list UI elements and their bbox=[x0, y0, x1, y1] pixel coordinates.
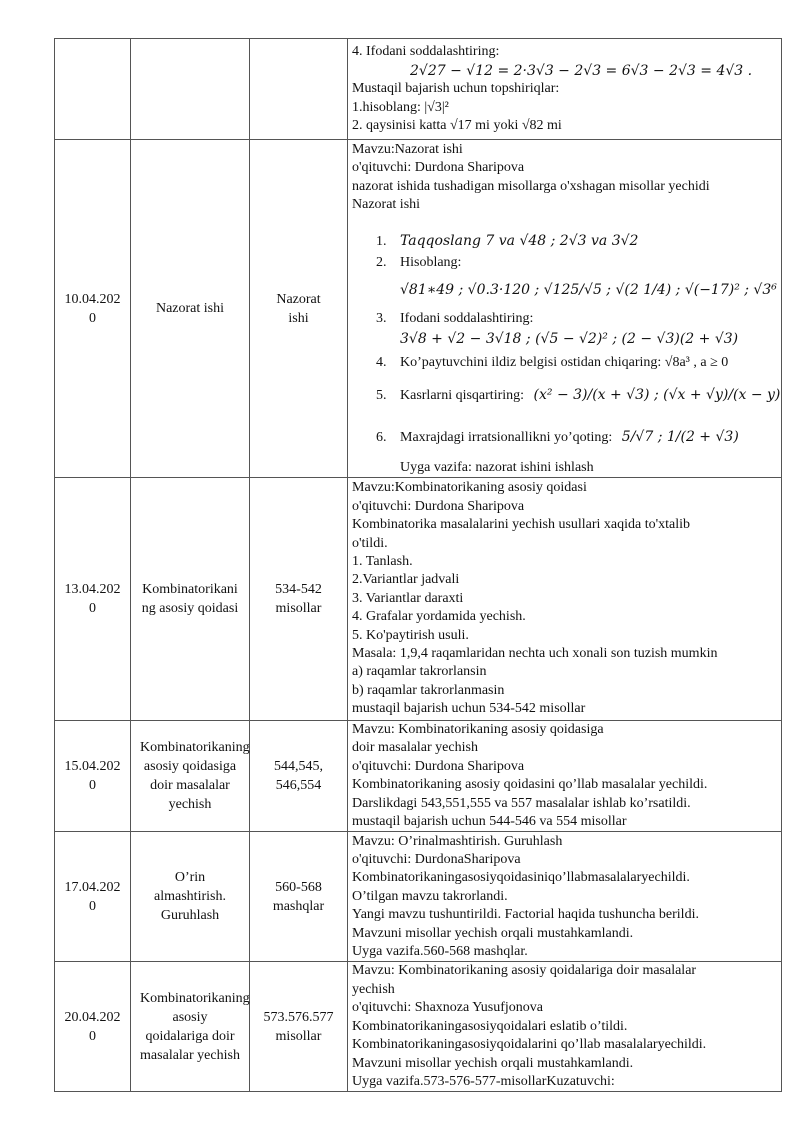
content-line: yechish bbox=[352, 981, 395, 997]
task-text: 560-568 mashqlar bbox=[272, 879, 325, 914]
homework-line: Uyga vazifa: nazorat ishini ishlash bbox=[400, 459, 594, 475]
item-formula: (x² − 3)/(x + √3) ; (√x + √y)/(x − y) bbox=[533, 386, 781, 403]
task-cell bbox=[250, 478, 348, 721]
content-line: 2.Variantlar jadvali bbox=[352, 572, 460, 588]
task-text: Nazorat ishi bbox=[276, 291, 321, 326]
list-item bbox=[352, 375, 781, 415]
content-line: Kombinatorikaning asosiy qoidasini qo’llab masalalar yechildi. bbox=[352, 777, 708, 793]
list-item bbox=[352, 415, 778, 459]
item-formula: 5/√7 ; 1/(2 + √3) bbox=[621, 428, 739, 445]
date-cell bbox=[55, 478, 131, 721]
formula-line: 3√8 + √2 − 3√18 ; (√5 − √2)² ; (2 − √3)(2 + √3) bbox=[400, 330, 739, 347]
table-row bbox=[55, 832, 782, 962]
content-line: O’tilgan mavzu takrorlandi. bbox=[352, 888, 508, 904]
content-line: o'qituvchi: Shaxnoza Yusufjonova bbox=[352, 1000, 543, 1016]
date-cell bbox=[55, 832, 131, 962]
list-item bbox=[352, 309, 778, 329]
topic-text: Kombinatorikaning asosiy qoidasiga doir masalalar yechish bbox=[140, 740, 250, 813]
topic-text: Kombinatorikaning asosiy qoidasi bbox=[141, 582, 239, 617]
task-cell bbox=[250, 721, 348, 832]
content-line: doir masalalar yechish bbox=[352, 740, 478, 756]
content-line: Mavzu: O’rinalmashtirish. Guruhlash bbox=[352, 833, 563, 849]
content-line: Mavzuni misollar yechish orqali mustahkamlandi. bbox=[352, 1055, 634, 1071]
content-line: mustaqil bajarish uchun 544-546 va 554 misollar bbox=[352, 814, 627, 830]
item-number: 2. bbox=[376, 254, 387, 270]
task-cell bbox=[250, 39, 348, 140]
content-cell bbox=[348, 140, 782, 478]
content-line: nazorat ishida tushadigan misollarga o'xshagan misollar yechidi bbox=[352, 178, 710, 194]
content-line: 2. qaysinisi katta √17 mi yoki √82 mi bbox=[352, 118, 562, 134]
table-row bbox=[55, 39, 782, 140]
list-item bbox=[352, 231, 778, 253]
topic-cell bbox=[131, 721, 250, 832]
item-number: 5. bbox=[376, 387, 387, 403]
date-cell bbox=[55, 721, 131, 832]
content-line: o'tildi. bbox=[352, 535, 388, 551]
item-number: 3. bbox=[376, 310, 387, 326]
content-line: 5. Ko'paytirish usuli. bbox=[352, 627, 469, 643]
content-cell bbox=[348, 832, 782, 962]
content-line: Uyga vazifa.573-576-577-misollarKuzatuvchi: bbox=[352, 1073, 615, 1089]
task-cell bbox=[250, 832, 348, 962]
formula-line: 2√27 − √12 = 2·3√3 − 2√3 = 6√3 − 2√3 = 4√3 . bbox=[410, 62, 753, 79]
date-text: 10.04.2020 bbox=[64, 291, 121, 326]
topic-text: Nazorat ishi bbox=[155, 301, 225, 317]
content-line: o'qituvchi: Durdona Sharipova bbox=[352, 498, 525, 514]
task-text: 573.576.577 misollar bbox=[263, 1009, 334, 1044]
content-line: Mustaqil bajarish uchun topshiriqlar: bbox=[352, 81, 560, 97]
date-text: 20.04.2020 bbox=[64, 1009, 121, 1044]
item-number: 6. bbox=[376, 429, 387, 445]
content-line: a) raqamlar takrorlansin bbox=[352, 664, 487, 680]
content-line: Mavzu:Nazorat ishi bbox=[352, 142, 463, 157]
date-text: 13.04.2020 bbox=[64, 582, 121, 617]
content-line: Uyga vazifa.560-568 mashqlar. bbox=[352, 943, 528, 959]
content-line: 4. Grafalar yordamida yechish. bbox=[352, 609, 526, 625]
date-cell bbox=[55, 39, 131, 140]
content-line: 1. Tanlash. bbox=[352, 554, 413, 570]
topic-cell bbox=[131, 39, 250, 140]
content-line: Mavzu:Kombinatorikaning asosiy qoidasi bbox=[352, 480, 587, 496]
item-text: Kasrlarni qisqartiring: bbox=[400, 387, 525, 403]
item-number: 1. bbox=[376, 233, 387, 249]
task-text: 534-542 misollar bbox=[275, 582, 322, 617]
content-line: Mavzuni misollar yechish orqali mustahkamlandi. bbox=[352, 925, 634, 941]
item-text: Ifodani soddalashtiring: bbox=[400, 310, 534, 326]
task-cell bbox=[250, 962, 348, 1092]
task-text: 544,545, 546,554 bbox=[274, 759, 323, 794]
content-line: Kombinatorikaningasosiyqoidasiniqo’llabmasalalaryechildi. bbox=[352, 870, 690, 886]
content-line: 1.hisoblang: |√3|² bbox=[352, 99, 449, 115]
item-number: 4. bbox=[376, 354, 387, 370]
list-item bbox=[352, 351, 778, 375]
content-line: Mavzu: Kombinatorikaning asosiy qoidasiga bbox=[352, 722, 604, 738]
item-text: Taqqoslang 7 va √48 ; 2√3 va 3√2 bbox=[400, 232, 639, 249]
content-line: Nazorat ishi bbox=[352, 197, 421, 213]
table-row bbox=[55, 721, 782, 832]
content-cell bbox=[348, 478, 782, 721]
content-line: o'qituvchi: DurdonaSharipova bbox=[352, 851, 521, 867]
topic-cell bbox=[131, 962, 250, 1092]
formula-line: √81∗49 ; √0.3·120 ; √125/√5 ; √(2 1/4) ; √(−17)² ; √3⁶ bbox=[400, 281, 777, 298]
topic-cell bbox=[131, 140, 250, 478]
table-row bbox=[55, 962, 782, 1092]
content-line: Kombinatorikaningasosiyqoidalari eslatib o’tildi. bbox=[352, 1018, 628, 1034]
content-line: Masala: 1,9,4 raqamlaridan nechta uch xonali son tuzish mumkin bbox=[352, 646, 718, 662]
content-line: o'qituvchi: Durdona Sharipova bbox=[352, 160, 525, 176]
lesson-journal-table bbox=[54, 38, 782, 1092]
item-text: Hisoblang: bbox=[400, 254, 462, 270]
content-line: Mavzu: Kombinatorikaning asosiy qoidalariga doir masalalar bbox=[352, 963, 697, 979]
topic-text: Kombinatorikaning asosiy qoidalariga doir masalalar yechish bbox=[140, 990, 250, 1063]
content-line: 4. Ifodani soddalashtiring: bbox=[352, 44, 500, 60]
content-line: Darslikdagi 543,551,555 va 557 masalalar ishlab ko’rsatildi. bbox=[352, 795, 691, 811]
item-text: Maxrajdagi irratsionallikni yo’qoting: bbox=[400, 429, 613, 445]
content-line: o'qituvchi: Durdona Sharipova bbox=[352, 758, 525, 774]
item-text: Ko’paytuvchini ildiz belgisi ostidan chiqaring: √8a³ , a ≥ 0 bbox=[400, 354, 729, 370]
date-text: 17.04.2020 bbox=[64, 879, 121, 914]
topic-cell bbox=[131, 478, 250, 721]
date-cell bbox=[55, 140, 131, 478]
content-cell bbox=[348, 39, 782, 140]
date-cell bbox=[55, 962, 131, 1092]
content-line: Kombinatorikaningasosiyqoidalarini qo’llab masalalaryechildi. bbox=[352, 1037, 707, 1053]
table-row bbox=[55, 478, 782, 721]
content-cell bbox=[348, 721, 782, 832]
content-line: Yangi mavzu tushuntirildi. Factorial haqida tushuncha berildi. bbox=[352, 907, 699, 923]
table-row bbox=[55, 140, 782, 478]
date-text: 15.04.2020 bbox=[64, 759, 121, 794]
content-line: mustaqil bajarish uchun 534-542 misollar bbox=[352, 701, 586, 717]
task-list bbox=[352, 231, 781, 459]
content-line: 3. Variantlar daraxti bbox=[352, 590, 464, 606]
content-cell bbox=[348, 962, 782, 1092]
topic-text: O’rin almashtirish. Guruhlash bbox=[154, 870, 226, 924]
content-line: Kombinatorika masalalarini yechish usullari xaqida to'xtalib bbox=[352, 517, 691, 533]
content-line: b) raqamlar takrorlanmasin bbox=[352, 682, 505, 698]
topic-cell bbox=[131, 832, 250, 962]
task-cell bbox=[250, 140, 348, 478]
list-item bbox=[352, 253, 778, 273]
